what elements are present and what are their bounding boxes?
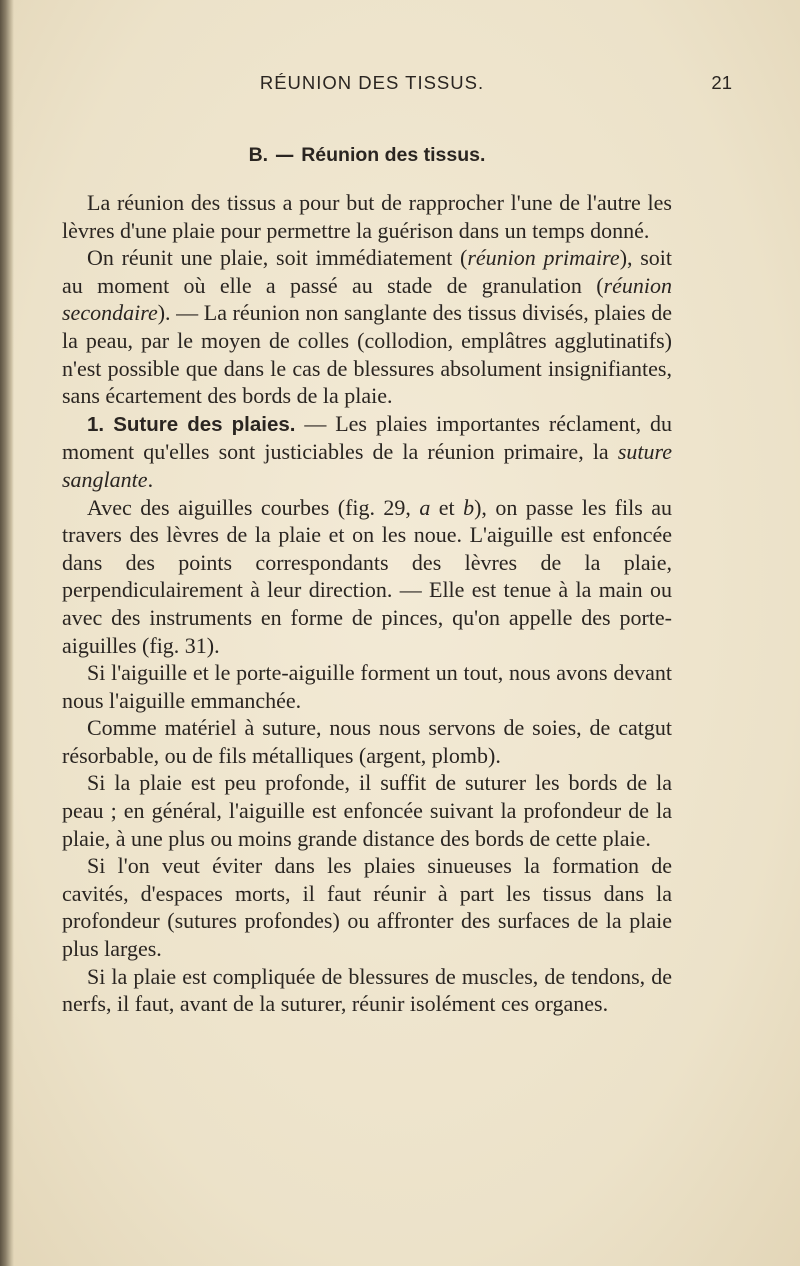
running-head: RÉUNION DES TISSUS.	[259, 72, 485, 93]
section-dash: —	[274, 143, 295, 166]
book-binding-edge	[0, 0, 14, 1266]
paragraph-7: Si la plaie est peu profonde, il suffit de suturer les bords de la peau ; en général, l'aiguille est enfoncée suivant la profondeur de la plaie, à une plus ou moins grande distance des bords de cette plaie.	[62, 770, 672, 851]
page-number: 21	[711, 72, 732, 93]
paragraph-2-text: ). — La réunion non sanglante des tissus divisés, plaies de la peau, par le moyen de colles (collodion, emplâtres agglutinatifs) n'est possible que dans le cas de blessures absolument insignifiantes, sans écartement des bords de la plaie.	[62, 300, 672, 409]
section-heading	[62, 143, 672, 167]
body-text	[62, 189, 672, 1018]
paragraph-9: Si la plaie est compliquée de blessures de muscles, de tendons, de nerfs, il faut, avant de la suturer, réunir isolément ces organes.	[62, 963, 672, 1017]
page-header	[62, 72, 732, 100]
paragraph-2-text: ), soit au moment où elle a passé au stade de granulation (	[62, 245, 672, 298]
paragraph-5: Si l'aiguille et le porte-aiguille forment un tout, nous avons devant nous l'aiguille emmanchée.	[62, 660, 672, 713]
section-letter: B.	[248, 144, 269, 166]
section-title: Réunion des tissus.	[301, 144, 486, 166]
paragraph-2	[62, 244, 672, 410]
subsection-heading: 1. Suture des plaies.	[87, 412, 296, 436]
paragraph-1: La réunion des tissus a pour but de rapprocher l'une de l'autre les lèvres d'une plaie pour permettre la guérison dans un temps donné.	[62, 190, 672, 243]
paragraph-4	[62, 494, 672, 660]
term-reunion-primaire: réunion primaire	[467, 245, 620, 271]
term-reunion-secondaire: réunion secondaire	[62, 272, 672, 326]
paragraph-4-text: ), on passe les fils au travers des lèvres de la plaie et on les noue. L'aiguille est enfoncée dans des points correspondants des lèvres de la plaie, perpendiculairement à leur direction. — Elle est tenue à la main ou avec des instruments en forme de pinces, qu'on appelle des porte-aiguilles (fig. 31).	[62, 494, 672, 658]
figure-ref-a: a	[419, 494, 431, 520]
paragraph-3-text: .	[147, 466, 154, 492]
term-suture-sanglante: suture sanglante	[62, 439, 672, 492]
paragraph-8: Si l'on veut éviter dans les plaies sinueuses la formation de cavités, d'espaces morts, il faut réunir à part les tissus dans la profondeur (sutures profondes) ou affronter des surfaces de la plaie plus larges.	[62, 853, 672, 962]
paragraph-3-text: — Les plaies importantes réclament, du moment qu'elles sont justiciables de la réunion primaire, la	[62, 410, 672, 465]
paragraph-6: Comme matériel à suture, nous nous servons de soies, de catgut résorbable, ou de fils métalliques (argent, plomb).	[62, 715, 672, 768]
paragraph-2-text: On réunit une plaie, soit immédiatement (	[87, 245, 468, 271]
paragraph-4-text: et	[430, 494, 464, 520]
figure-ref-b: b	[463, 494, 475, 520]
paragraph-3	[62, 410, 672, 494]
paragraph-4-text: Avec des aiguilles courbes (fig. 29,	[87, 494, 420, 520]
